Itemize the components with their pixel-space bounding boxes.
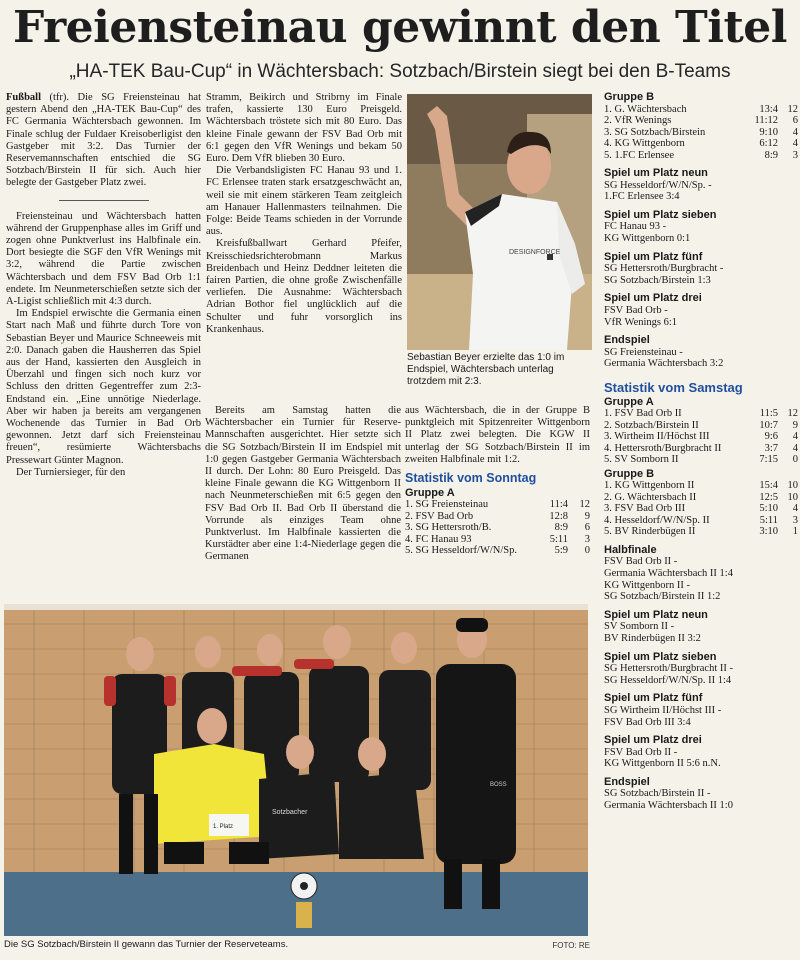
points: 4 bbox=[792, 126, 798, 138]
match-result-title: Spiel um Platz drei bbox=[604, 292, 702, 305]
article-paragraph: Stramm, Beikirch und Stribrny im Finale trafen, kassierte 130 Euro Preisgeld. Wächtersbach tröstete sich mit 80 Euro. Das kleine Finale gewann der FSV Bad Orb mit 6:1 gegen den VfR Wenings und bekam 50 Euro. Dem VfR blieben 30 Euro. bbox=[206, 92, 402, 165]
match-result-title: Spiel um Platz sieben bbox=[604, 208, 717, 221]
match-result-block bbox=[604, 735, 798, 770]
match-result-line: SG Sotzbach/Birstein II 1:2 bbox=[604, 591, 721, 603]
match-result-block bbox=[604, 168, 798, 203]
goal-score: 5:9 bbox=[554, 545, 568, 557]
article-paragraph: aus Wächtersbach, die in der Gruppe B punktgleich mit Spitzenreiter Wittgenborn II Platz zwei belegten. Die KGW II unterlag der SG Sotzbach/Birstein II im zweiten Halbfinale mit 1:2. bbox=[405, 405, 590, 465]
match-result-title: Spiel um Platz fünf bbox=[604, 692, 703, 705]
goal-score: 3:10 bbox=[759, 526, 778, 538]
headline: Freiensteinau gewinnt den Titel bbox=[13, 2, 787, 53]
standings-row bbox=[604, 492, 798, 504]
team-name: 4. KG Wittgenborn bbox=[604, 138, 685, 150]
goal-score: 5:11 bbox=[759, 514, 778, 526]
goal-score: 3:7 bbox=[764, 442, 778, 454]
points: 6 bbox=[584, 522, 590, 534]
team-name: 4. FC Hanau 93 bbox=[405, 533, 472, 545]
lead-label: Fußball bbox=[6, 92, 42, 103]
goal-score: 7:15 bbox=[759, 454, 778, 466]
goal-score: 11:5 bbox=[759, 408, 778, 420]
goal-score: 12:5 bbox=[759, 491, 778, 503]
goal-score: 8:9 bbox=[764, 149, 778, 161]
team-name: 5. BV Rinderbügen II bbox=[604, 526, 696, 538]
match-result-line: SG Hesseldorf/W/N/Sp. - bbox=[604, 179, 712, 191]
match-result-line: SG Sotzbach/Birstein II - bbox=[604, 788, 711, 800]
stats-sunday-title: Statistik vom Sonntag bbox=[405, 471, 537, 486]
goal-score: 8:9 bbox=[554, 522, 568, 534]
points: 4 bbox=[792, 442, 798, 454]
separator-line bbox=[59, 200, 149, 201]
article-paragraph: Freiensteinau und Wächtersbach hatten während der Gruppenphase alles im Griff und zogen ohne Punktverlust ins Halbfinale ein. Dort besiegte die SGF den VfR Wenings mit 3:2, während die Partie zwischen Wächtersbach und dem FSV Bad Orb 1:1 endete. Im Neunmeterschießen setzte sich der A-Ligist schließlich mit 4:3 durch. bbox=[6, 210, 201, 308]
match-result-title: Endspiel bbox=[604, 334, 650, 347]
lead-paragraph bbox=[6, 92, 201, 190]
points: 10 bbox=[787, 480, 798, 492]
standings-row bbox=[604, 515, 798, 527]
match-result-line: Germania Wächtersbach 3:2 bbox=[604, 358, 724, 370]
goal-score: 11:4 bbox=[549, 499, 568, 511]
team-photo-caption: Die SG Sotzbach/Birstein II gewann das Turnier der Reserveteams. bbox=[4, 939, 289, 950]
stats-group-label: Gruppe A bbox=[604, 395, 654, 408]
team-name: 4. Hesseldorf/W/N/Sp. II bbox=[604, 514, 710, 526]
standings-table bbox=[604, 408, 798, 466]
team-name: 5. 1.FC Erlensee bbox=[604, 149, 674, 161]
article-column-4 bbox=[405, 405, 590, 557]
standings-row bbox=[405, 522, 590, 534]
match-result-line: SG Wirtheim II/Höchst III - bbox=[604, 704, 722, 716]
stats-sidebar bbox=[604, 92, 798, 812]
points: 12 bbox=[787, 103, 798, 115]
article-paragraph: Kreisfußballwart Gerhard Pfeifer, Kreisschiedsrichterobmann Markus Breidenbach und Heinz Deddner leiteten die fairen Partien, die ohne große Zwischenfälle verliefen. Die Ausnahme: Wächtersbach Adrian Bothor fiel unglücklich auf die Schulter und fuhr vorsorglich ins Krankenhaus. bbox=[206, 238, 402, 335]
match-result-line: FSV Bad Orb II - bbox=[604, 746, 678, 758]
team-photo-illustration bbox=[4, 604, 588, 936]
standings-row bbox=[604, 480, 798, 492]
team-name: 2. FSV Bad Orb bbox=[405, 510, 474, 522]
match-result-line: KG Wittgenborn 0:1 bbox=[604, 233, 691, 245]
article-paragraph: Bereits am Samstag hatten die Wächtersbacher ein Turnier für Reserve-Mannschaften ausgerichtet. Hier setzte sich die SG Sotzbach/Birstein II im Endspiel mit 1:0 gegen Gastgeber Germania Wächtersbach II durch. Der Lohn: 80 Euro Preisgeld. Das kleine Finale gewann die KG Wittgenborn II nach Neunmeterschießen mit 6:5 gegen den FSV Bad Orb II. Bad Orb II überstand die Vorrunde als einziges Team ohne Punktverlust. Im Halbfinale kassierten die Kurstädter aber eine 1:4-Niederlage gegen die Germanen bbox=[205, 405, 401, 563]
match-result-line: Germania Wächtersbach II 1:0 bbox=[604, 800, 733, 812]
match-result-title: Spiel um Platz neun bbox=[604, 167, 708, 180]
goal-score: 9:10 bbox=[759, 126, 778, 138]
match-result-block bbox=[604, 252, 798, 287]
points: 0 bbox=[792, 454, 798, 466]
article-column-2 bbox=[206, 92, 402, 336]
article-paragraph: Der Turniersieger, für den bbox=[16, 466, 126, 478]
article-paragraph: Im Endspiel erwischte die Germania einen Start nach Maß und führte durch Tore von Sebastian Beyer und Maurice Schneeweis mit 2:0. Danach gaben die Hausherren das Spiel aus der Hand, kassierten den Ausgleich in Überzahl und fingen sich noch kurz vor Schluss den dritten Gegentreffer zum 2:3-Endstand ein. „Eine unnötige Niederlage. Aber wir haben ja bereits am vergangenen Wochenende das Turnier in Bad Orb gewonnen. Jetzt darf sich Freiensteinau freuen“, resümierte Wächtersbachs Pressewart Günter Magnon. bbox=[6, 308, 201, 466]
points: 12 bbox=[579, 499, 590, 511]
standings-row bbox=[604, 104, 798, 116]
goal-score: 10:7 bbox=[759, 419, 778, 431]
standings-row bbox=[604, 443, 798, 455]
points: 4 bbox=[792, 431, 798, 443]
match-result-title: Endspiel bbox=[604, 775, 650, 788]
lead-text: Die SG Freiensteinau hat gestern Abend den „HA-TEK Bau-Cup“ des FC Germania Wächtersbach gewonnen. Im Finale schlug der Fuldaer Kreisoberligist den Gastgeber mit 3:2. Das Turnier der Reservemannschaften entschied die SG Sotzbach/Birstein II für sich. Auch hier belegte der Gastgeber Platz zwei. bbox=[6, 92, 202, 189]
standings-table bbox=[604, 104, 798, 162]
match-result-line: FSV Bad Orb II - bbox=[604, 556, 678, 568]
match-result-line: BV Rinderbügen II 3:2 bbox=[604, 632, 701, 644]
match-result-line: SG Hettersroth/Burgbracht - bbox=[604, 263, 724, 275]
match-result-title: Halbfinale bbox=[604, 543, 657, 556]
stats-group-label: Gruppe B bbox=[604, 467, 655, 480]
standings-row bbox=[405, 545, 590, 557]
standings-table bbox=[604, 480, 798, 538]
match-result-block bbox=[604, 693, 798, 728]
standings-row bbox=[604, 454, 798, 466]
match-result-block bbox=[604, 335, 798, 370]
team-name: 3. FSV Bad Orb III bbox=[604, 503, 686, 515]
points: 3 bbox=[584, 533, 590, 545]
team-name: 1. FSV Bad Orb II bbox=[604, 408, 682, 420]
match-result-line: FSV Bad Orb III 3:4 bbox=[604, 716, 691, 728]
match-result-line: VfR Wenings 6:1 bbox=[604, 316, 678, 328]
standings-row bbox=[405, 534, 590, 546]
standings-row bbox=[604, 127, 798, 139]
article-column-3 bbox=[205, 405, 401, 564]
team-name: 5. SV Somborn II bbox=[604, 454, 679, 466]
goal-score: 15:4 bbox=[759, 480, 778, 492]
team-name: 3. Wirtheim II/Höchst III bbox=[604, 431, 710, 443]
match-result-line: KG Wittgenborn II - bbox=[604, 579, 690, 591]
standings-row bbox=[604, 408, 798, 420]
match-result-line: 1.FC Erlensee 3:4 bbox=[604, 191, 680, 203]
points: 1 bbox=[792, 526, 798, 538]
points: 4 bbox=[792, 138, 798, 150]
lead-tag: (tfr). bbox=[41, 92, 70, 103]
goal-score: 12:8 bbox=[549, 510, 568, 522]
team-name: 1. G. Wächtersbach bbox=[604, 103, 687, 115]
points: 0 bbox=[584, 545, 590, 557]
player-photo-caption: Sebastian Beyer erzielte das 1:0 im Endspiel, Wächtersbach unterlag trotzdem mit 2:3. bbox=[407, 352, 565, 387]
match-result-title: Spiel um Platz sieben bbox=[604, 650, 717, 663]
match-result-title: Spiel um Platz neun bbox=[604, 608, 708, 621]
subheadline: „HA-TEK Bau-Cup“ in Wächtersbach: Sotzbach/Birstein siegt bei den B-Teams bbox=[69, 61, 731, 82]
match-result-line: SV Somborn II - bbox=[604, 621, 675, 633]
standings-table bbox=[405, 499, 590, 557]
goal-score: 9:6 bbox=[764, 431, 778, 443]
points: 4 bbox=[792, 503, 798, 515]
player-photo-illustration bbox=[407, 94, 592, 350]
goal-score: 13:4 bbox=[759, 103, 778, 115]
goal-score: 5:11 bbox=[549, 533, 568, 545]
match-result-block bbox=[604, 652, 798, 687]
standings-row bbox=[405, 511, 590, 523]
stats-saturday-title: Statistik vom Samstag bbox=[604, 380, 743, 395]
photo-credit: FOTO: RE bbox=[552, 941, 590, 950]
certificate-card-text: 1. Platz bbox=[213, 824, 234, 830]
player-photo bbox=[407, 94, 592, 350]
match-result-block bbox=[604, 610, 798, 645]
match-result-line: SG Sotzbach/Birstein 1:3 bbox=[604, 274, 711, 286]
jersey-sponsor-text: DESIGNFORCE bbox=[509, 249, 561, 256]
article-paragraph: Die Verbandsligisten FC Hanau 93 und 1. FC Erlensee traten stark ersatzgeschwächt an, weil sie mit einem stärkeren Team zeitgleich am Hanauer Hallenmasters teilnahmen. Die Folge: Beide Teams schieden in der Vorrunde aus. bbox=[206, 165, 402, 238]
match-result-block bbox=[604, 777, 798, 812]
match-result-line: SG Hettersroth/Burgbracht II - bbox=[604, 663, 733, 675]
team-name: 1. SG Freiensteinau bbox=[405, 499, 489, 511]
match-result-block bbox=[604, 210, 798, 245]
points: 9 bbox=[792, 419, 798, 431]
match-result-block bbox=[604, 545, 798, 603]
team-name: 4. Hettersroth/Burgbracht II bbox=[604, 442, 722, 454]
points: 6 bbox=[792, 115, 798, 127]
standings-row bbox=[604, 115, 798, 127]
match-result-block bbox=[604, 293, 798, 328]
match-result-line: SG Hesseldorf/W/N/Sp. II 1:4 bbox=[604, 674, 732, 686]
jacket-brand-text: BOSS bbox=[490, 782, 507, 788]
match-result-title: Spiel um Platz drei bbox=[604, 734, 702, 747]
team-name: 3. SG Sotzbach/Birstein bbox=[604, 126, 706, 138]
points: 3 bbox=[792, 514, 798, 526]
match-result-line: Germania Wächtersbach II 1:4 bbox=[604, 567, 733, 579]
match-result-title: Spiel um Platz fünf bbox=[604, 250, 703, 263]
match-result-line: SG Freiensteinau - bbox=[604, 346, 683, 358]
article-column-1 bbox=[6, 92, 201, 479]
team-name: 2. VfR Wenings bbox=[604, 115, 672, 127]
points: 12 bbox=[787, 408, 798, 420]
standings-row bbox=[604, 138, 798, 150]
standings-row bbox=[604, 431, 798, 443]
stats-group-label: Gruppe B bbox=[604, 91, 655, 103]
goal-score: 5:10 bbox=[759, 503, 778, 515]
points: 9 bbox=[584, 510, 590, 522]
standings-row bbox=[604, 420, 798, 432]
standings-row bbox=[405, 499, 590, 511]
standings-row bbox=[604, 526, 798, 538]
team-name: 1. KG Wittgenborn II bbox=[604, 480, 695, 492]
points: 3 bbox=[792, 149, 798, 161]
stats-group-label: Gruppe A bbox=[405, 487, 455, 500]
standings-row bbox=[604, 503, 798, 515]
match-result-line: FC Hanau 93 - bbox=[604, 221, 667, 233]
match-result-line: FSV Bad Orb - bbox=[604, 305, 668, 317]
team-name: 5. SG Hesseldorf/W/N/Sp. bbox=[405, 545, 517, 557]
jersey-sponsor-text: Sotzbacher bbox=[272, 809, 308, 816]
goal-score: 6:12 bbox=[759, 138, 778, 150]
standings-row bbox=[604, 150, 798, 162]
points: 10 bbox=[787, 491, 798, 503]
team-name: 2. Sotzbach/Birstein II bbox=[604, 419, 699, 431]
goal-score: 11:12 bbox=[754, 115, 778, 127]
match-result-line: KG Wittgenborn II 5:6 n.N. bbox=[604, 758, 721, 770]
team-name: 2. G. Wächtersbach II bbox=[604, 491, 697, 503]
team-photo bbox=[4, 604, 588, 936]
team-name: 3. SG Hettersroth/B. bbox=[405, 522, 492, 534]
